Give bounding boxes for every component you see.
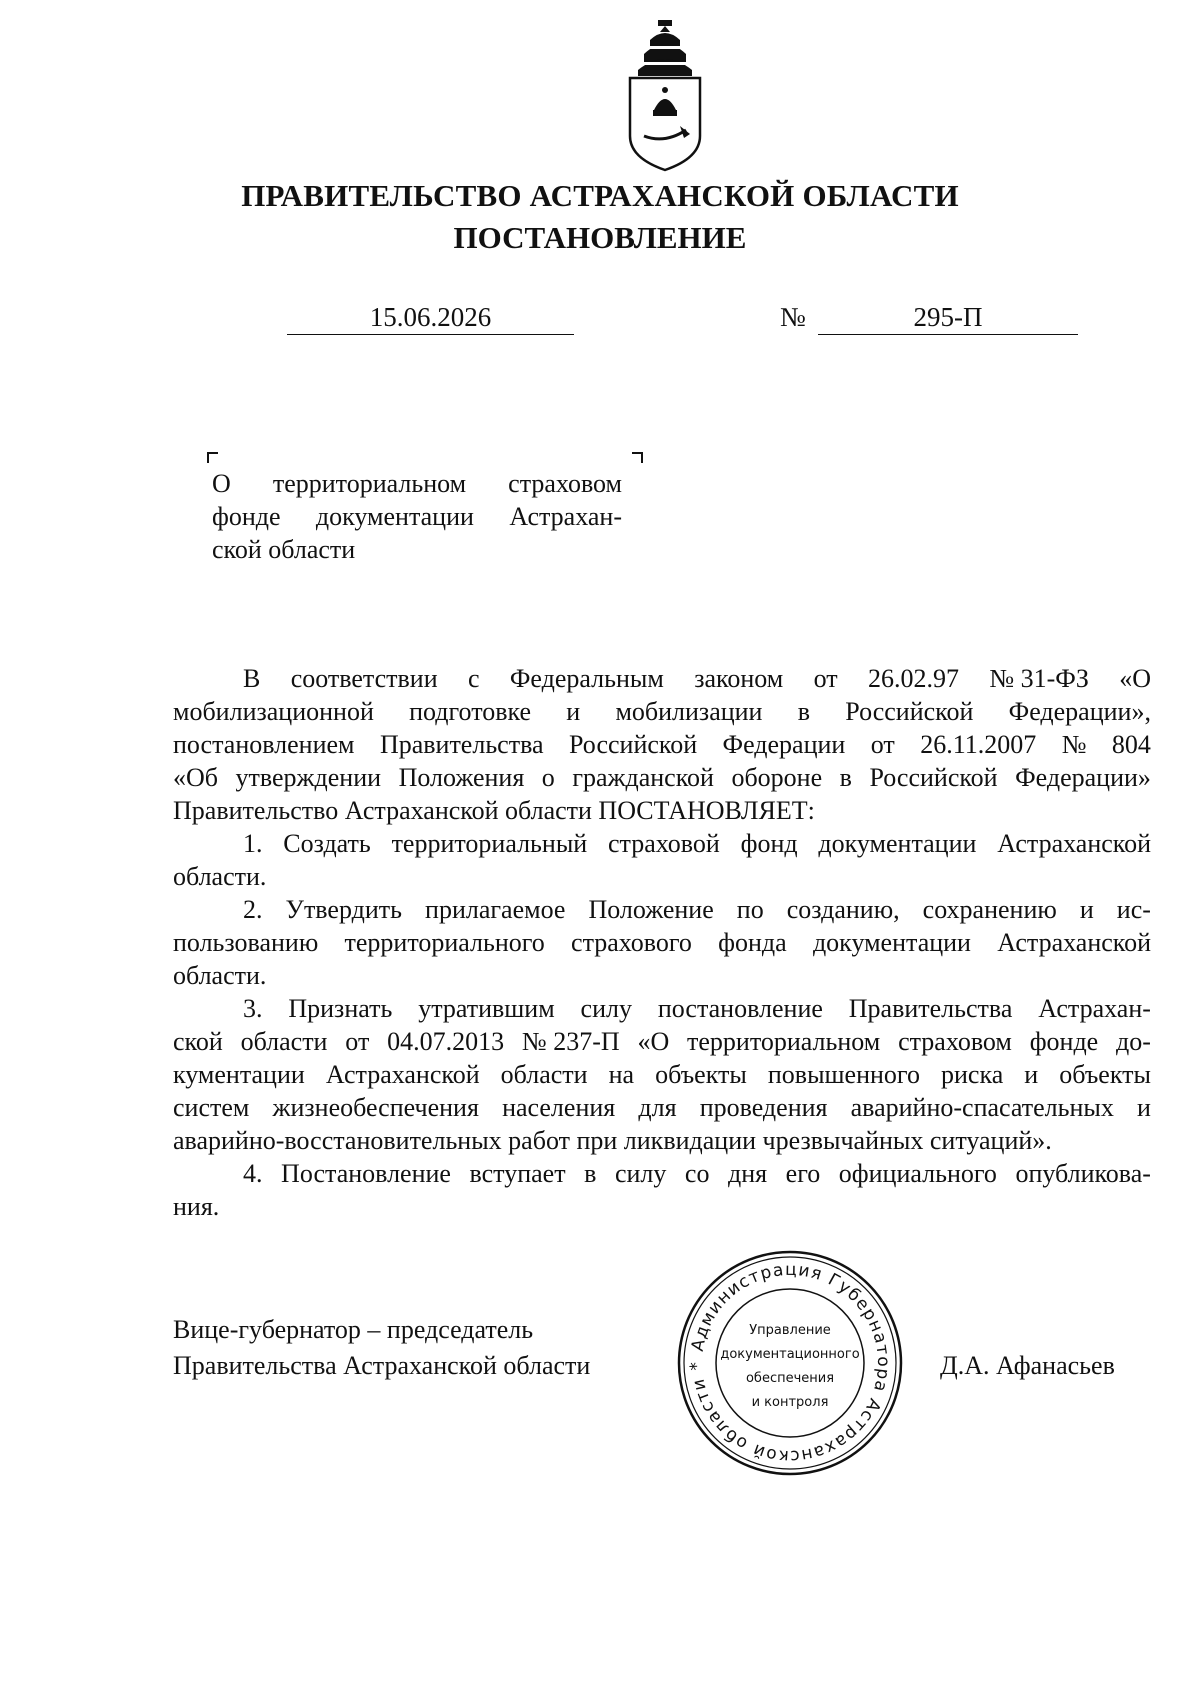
subject-line: ской области [212, 535, 356, 564]
word: фонд [740, 829, 798, 858]
word: Положения [398, 763, 525, 792]
word: 26.11.2007 [920, 730, 1037, 759]
word: 04.07.2013 [387, 1027, 505, 1056]
word: населения [502, 1093, 616, 1122]
word: О [212, 469, 231, 498]
word: 3. [243, 994, 263, 1023]
word: 26.02.97 [867, 664, 959, 693]
word: утверждении [235, 763, 382, 792]
body-line [173, 695, 1151, 728]
document-type: ПОСТАНОВЛЕНИЕ [453, 220, 747, 255]
word: документации [818, 829, 977, 858]
document-body [173, 662, 1151, 1223]
word: силу [580, 994, 632, 1023]
word: В [243, 664, 261, 693]
word: обороне [731, 763, 823, 792]
word: опубликова- [1015, 1159, 1151, 1188]
word: документации [812, 928, 971, 957]
word: гражданской [572, 763, 714, 792]
word: о [541, 763, 555, 792]
word: по [736, 895, 764, 924]
word: страхового [571, 928, 692, 957]
word: объекты [655, 1060, 747, 1089]
word: Астрахан- [509, 502, 622, 531]
word: от [870, 730, 895, 759]
subject-corner-right [632, 452, 643, 463]
word: прилагаемое [425, 895, 566, 924]
word: Признать [288, 994, 393, 1023]
organization-title: ПРАВИТЕЛЬСТВО АСТРАХАНСКОЙ ОБЛАСТИ [241, 178, 959, 213]
word: его [785, 1159, 821, 1188]
body-line [173, 662, 1151, 695]
official-stamp [675, 1248, 905, 1478]
body-line [173, 1025, 1151, 1058]
word: «О [637, 1027, 670, 1056]
word: Астраханской [325, 1060, 480, 1089]
word: фонда [718, 928, 787, 957]
word: от [345, 1027, 370, 1056]
word: Астрахан- [1038, 994, 1151, 1023]
word: и [1079, 895, 1094, 924]
body-line [173, 1091, 1151, 1124]
word: риска [941, 1060, 1004, 1089]
word: Российской [869, 763, 998, 792]
subject-line [212, 467, 622, 500]
number-sign: № [780, 302, 806, 332]
word: и [1137, 1093, 1151, 1122]
body-line [173, 959, 1151, 992]
word: № 31-ФЗ [989, 664, 1089, 693]
word: ис- [1116, 895, 1151, 924]
word: подготовке [409, 697, 532, 726]
word: Правительства [848, 994, 1013, 1023]
body-line [173, 926, 1151, 959]
word: Астраханской [997, 928, 1151, 957]
body-line [173, 1058, 1151, 1091]
word: систем [173, 1093, 250, 1122]
word: мобилизационной [173, 697, 374, 726]
word: дня [728, 1159, 768, 1188]
word: области [240, 1027, 328, 1056]
word: со [684, 1159, 710, 1188]
word: жизнеобеспечения [272, 1093, 479, 1122]
word: территориальном [687, 1027, 881, 1056]
word: области. [173, 862, 267, 891]
word: от [813, 664, 838, 693]
word: для [638, 1093, 677, 1122]
word: в [797, 697, 811, 726]
document-date: 15.06.2026 [287, 300, 574, 335]
word: соответствии [290, 664, 438, 693]
word: Федерации [722, 730, 846, 759]
stamp-ring-text: Администрация Губернатора Астраханской области * [686, 1259, 894, 1467]
word: страховой [608, 829, 720, 858]
body-line [173, 1190, 1151, 1223]
subject-line [212, 500, 622, 533]
word: сохранению [922, 895, 1057, 924]
word: Создать [283, 829, 371, 858]
word: документации [315, 502, 474, 531]
position-line: Вице-губернатор – председатель [173, 1315, 534, 1344]
word: страховом [898, 1027, 1012, 1056]
body-line [173, 761, 1151, 794]
signatory-name: Д.А. Афанасьев [940, 1351, 1115, 1380]
word: территориальном [272, 469, 467, 498]
word: мобилизации [615, 697, 763, 726]
word: 4. [243, 1159, 263, 1188]
word: пользованию [173, 928, 319, 957]
document-subject [212, 467, 622, 566]
word: с [467, 664, 480, 693]
body-line [173, 827, 1151, 860]
word: и [1024, 1060, 1039, 1089]
word: Правительство Астраханской области ПОСТАНОВЛЯЕТ: [173, 796, 815, 825]
position-line: Правительства Астраханской области [173, 1351, 591, 1380]
word: постановлением [173, 730, 355, 759]
word: Астраханской [997, 829, 1151, 858]
body-line [173, 1157, 1151, 1190]
stamp-center-line: документационного [720, 1347, 860, 1362]
stamp-center-line: Управление [749, 1323, 831, 1338]
word: вступает [469, 1159, 566, 1188]
body-line [173, 992, 1151, 1025]
word: Федерации», [1008, 697, 1151, 726]
word: официального [838, 1159, 997, 1188]
word: области. [173, 961, 267, 990]
document-number: 295-П [818, 300, 1078, 335]
word: «Об [173, 763, 219, 792]
word: до- [1116, 1027, 1151, 1056]
word: № [1061, 730, 1087, 759]
word: страховом [508, 469, 622, 498]
stamp-center-line: обеспечения [745, 1371, 835, 1386]
word: Положение [588, 895, 714, 924]
body-line [173, 794, 1151, 827]
word: утратившим [418, 994, 555, 1023]
coat-of-arms-emblem [620, 18, 710, 176]
word: Федеральным [509, 664, 664, 693]
word: территориального [344, 928, 545, 957]
word: Правительства [379, 730, 544, 759]
word: области [500, 1060, 588, 1089]
word: фонде [212, 502, 281, 531]
word: Российской [568, 730, 698, 759]
word: Постановление [281, 1159, 451, 1188]
stamp-center-line: и контроля [751, 1395, 829, 1410]
word: «О [1119, 664, 1151, 693]
word: территориальный [391, 829, 588, 858]
body-line [173, 860, 1151, 893]
word: повышенного [767, 1060, 920, 1089]
word: ской [173, 1027, 223, 1056]
word: в [584, 1159, 597, 1188]
word: объекты [1059, 1060, 1151, 1089]
word: Российской [845, 697, 974, 726]
word: проведения [699, 1093, 828, 1122]
signatory-position [173, 1312, 590, 1384]
word: ния. [173, 1192, 220, 1221]
word: законом [694, 664, 784, 693]
word: созданию, [786, 895, 900, 924]
word: силу [614, 1159, 667, 1188]
subject-corner-left [207, 452, 218, 463]
word: 1. [243, 829, 263, 858]
word: аварийно-спасательных [850, 1093, 1114, 1122]
word: № 237-П [521, 1027, 620, 1056]
word: и [566, 697, 581, 726]
word: кументации [173, 1060, 305, 1089]
body-line [173, 893, 1151, 926]
word: Федерации» [1015, 763, 1151, 792]
word: 2. [243, 895, 263, 924]
word: на [608, 1060, 635, 1089]
word: постановление [657, 994, 823, 1023]
word: аварийно-восстановительных работ при ликвидации чрезвычайных ситуаций». [173, 1126, 1052, 1155]
body-line [173, 728, 1151, 761]
body-line [173, 1124, 1151, 1157]
word: Утвердить [285, 895, 402, 924]
word: в [839, 763, 852, 792]
word: фонде [1029, 1027, 1099, 1056]
word: 804 [1111, 730, 1151, 759]
